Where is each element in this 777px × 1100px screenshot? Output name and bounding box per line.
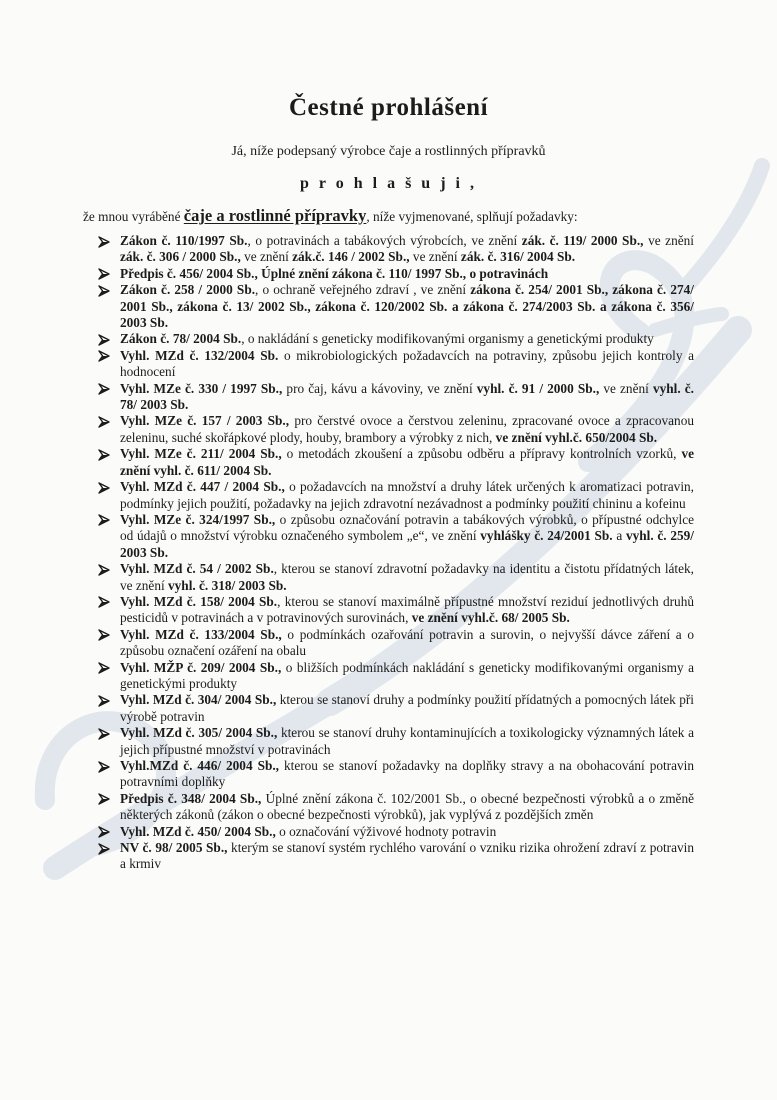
list-item-text: NV č. 98/ 2005 Sb., kterým se stanoví systém rychlého varování o vzniku rizika ohrožení zdraví z potravin a krmiv bbox=[120, 840, 695, 872]
list-item-text: Vyhl. MZd č. 132/2004 Sb. o mikrobiologických požadavcích na potraviny, způsobu jejich kontroly a hodnocení bbox=[120, 347, 694, 380]
list-item-text: Zákon č. 78/ 2004 Sb., o nakládání s geneticky modifikovanými organismy a genetickými produkty bbox=[120, 331, 654, 347]
arrowhead-right-icon bbox=[98, 692, 111, 725]
arrowhead-right-icon bbox=[98, 479, 111, 512]
arrowhead-right-icon bbox=[98, 824, 111, 840]
list-item bbox=[98, 660, 694, 693]
arrowhead-right-icon bbox=[98, 725, 111, 758]
statement-emphasis: čaje a rostlinné přípravky bbox=[183, 206, 367, 225]
list-item-text: Předpis č. 348/ 2004 Sb., Úplné znění zákona č. 102/2001 Sb., o obecné bezpečnosti výrobků a o změně některých zákonů (zákon o obecné bezpečnosti výrobků), jak vyplývá z pozdějších změn bbox=[120, 790, 695, 823]
list-item bbox=[98, 233, 694, 266]
list-item bbox=[98, 413, 694, 446]
list-item-text: Vyhl. MZd č. 304/ 2004 Sb., kterou se stanoví druhy a podmínky použití přídatných a pomocných látek při výrobě potravin bbox=[120, 692, 695, 724]
declarant-line: Já, níže podepsaný výrobce čaje a rostlinných přípravků bbox=[231, 144, 546, 159]
list-item bbox=[98, 692, 694, 725]
list-item-text: Vyhl. MZe č. 330 / 1997 Sb., pro čaj, kávu a kávoviny, ve znění vyhl. č. 91 / 2000 Sb., ve znění vyhl. č. 78/ 2003 Sb. bbox=[120, 380, 694, 413]
list-item-text: Vyhl. MZe č. 324/1997 Sb., o způsobu označování potravin a tabákových výrobků, o přípustné odchylce od údajů o množství výrobku označeného symbolem „e“, ve znění vyhlášky č. 24/2001 Sb. a vyhl. č. 259/ 2003 Sb. bbox=[120, 511, 694, 560]
list-item-text: Vyhl. MŽP č. 209/ 2004 Sb., o bližších podmínkách nakládání s geneticky modifikovanými organismy a genetickými produkty bbox=[120, 659, 694, 691]
list-item-text: Vyhl. MZd č. 450/ 2004 Sb., o označování výživové hodnoty potravin bbox=[120, 823, 497, 839]
list-item-text: Vyhl. MZe č. 211/ 2004 Sb., o metodách zkoušení a způsobu odběru a přípravy kontrolních vzorků, ve znění vyhl. č. 611/ 2004 Sb. bbox=[120, 446, 694, 478]
list-item bbox=[98, 627, 694, 660]
list-item-text: Zákon č. 258 / 2000 Sb., o ochraně veřejného zdraví , ve znění zákona č. 254/ 2001 Sb., zákona č. 274/ 2001 Sb., zákona č. 13/ 2002 Sb., zákona č. 120/2002 Sb. a zákona č. 274/2003 Sb. a zákona č. 356/ 2003 Sb. bbox=[120, 282, 694, 331]
list-item-text: Vyhl. MZd č. 133/2004 Sb., o podmínkách ozařování potravin a surovin, o nejvyšší dávce záření a o způsobu označení ozáření na obalu bbox=[120, 626, 694, 659]
arrowhead-right-icon bbox=[98, 758, 111, 791]
arrowhead-right-icon bbox=[98, 660, 111, 693]
arrowhead-right-icon bbox=[98, 331, 111, 347]
list-item-text: Předpis č. 456/ 2004 Sb., Úplné znění zákona č. 110/ 1997 Sb., o potravinách bbox=[120, 265, 549, 281]
list-item bbox=[98, 758, 694, 791]
list-item bbox=[98, 561, 694, 594]
arrowhead-right-icon bbox=[98, 413, 111, 446]
arrowhead-right-icon bbox=[98, 840, 111, 873]
list-item bbox=[98, 512, 694, 561]
list-item bbox=[98, 840, 694, 873]
list-item bbox=[98, 479, 694, 512]
arrowhead-right-icon bbox=[98, 512, 111, 561]
list-item bbox=[98, 824, 694, 840]
list-item-text: Vyhl. MZd č. 54 / 2002 Sb., kterou se stanoví zdravotní požadavky na identitu a čistotu přídatných látek, ve znění vyhl. č. 318/ 2003 Sb. bbox=[120, 561, 695, 593]
arrowhead-right-icon bbox=[98, 266, 111, 282]
list-item bbox=[98, 446, 694, 479]
list-item-text: Vyhl. MZd č. 158/ 2004 Sb., kterou se stanoví maximálně přípustné množství reziduí jednotlivých druhů pesticidů v potravinách a v potravinových surovinách, ve znění vyhl.č. 68/ 2005 Sb. bbox=[120, 593, 694, 626]
statement-line bbox=[83, 206, 694, 227]
arrowhead-right-icon bbox=[98, 446, 111, 479]
arrowhead-right-icon bbox=[98, 594, 111, 627]
arrowhead-right-icon bbox=[98, 233, 111, 266]
list-item bbox=[98, 594, 694, 627]
arrowhead-right-icon bbox=[98, 627, 111, 660]
arrowhead-right-icon bbox=[98, 791, 111, 824]
list-item-text: Vyhl. MZe č. 157 / 2003 Sb., pro čerstvé ovoce a čerstvou zeleninu, zpracované ovoce a zpracovanou zeleninu, suché skořápkové plody, houby, brambory a výrobky z nich, ve znění vyhl.č. 650/2004 Sb. bbox=[120, 413, 694, 445]
arrowhead-right-icon bbox=[98, 282, 111, 331]
statement-suffix: , níže vyjmenované, splňují požadavky: bbox=[366, 209, 578, 224]
list-item bbox=[98, 791, 694, 824]
list-item-text: Vyhl. MZd č. 447 / 2004 Sb., o požadavcích na množství a druhy látek určených k aromatizaci potravin, podmínky jejich použití, požadavky na jejich zdravotní nezávadnost a podmínky použití chininu a kofeinu bbox=[120, 479, 694, 511]
list-item bbox=[98, 282, 694, 331]
list-item bbox=[98, 381, 694, 414]
list-item bbox=[98, 331, 694, 347]
list-item bbox=[98, 266, 694, 282]
arrowhead-right-icon bbox=[98, 381, 111, 414]
declaration-word: p r o h l a š u j i , bbox=[300, 175, 477, 192]
law-list bbox=[83, 233, 694, 873]
page-title: Čestné prohlášení bbox=[288, 94, 489, 121]
list-item bbox=[98, 348, 694, 381]
list-item-text: Zákon č. 110/1997 Sb., o potravinách a tabákových výrobcích, ve znění zák. č. 119/ 2000 Sb., ve znění zák. č. 306 / 2000 Sb., ve znění zák.č. 146 / 2002 Sb., ve znění zák. č. 316/ 2004 Sb. bbox=[120, 233, 694, 265]
list-item-text: Vyhl. MZd č. 305/ 2004 Sb., kterou se stanoví druhy kontaminujících a toxikologicky významných látek a jejich přípustné množství v potravinách bbox=[120, 725, 694, 757]
statement-prefix: že mnou vyráběné bbox=[83, 209, 184, 224]
list-item-text: Vyhl.MZd č. 446/ 2004 Sb., kterou se stanoví požadavky na doplňky stravy a na obohacování potravin potravními doplňky bbox=[120, 758, 695, 790]
list-item bbox=[98, 725, 694, 758]
arrowhead-right-icon bbox=[98, 561, 111, 594]
arrowhead-right-icon bbox=[98, 348, 111, 381]
